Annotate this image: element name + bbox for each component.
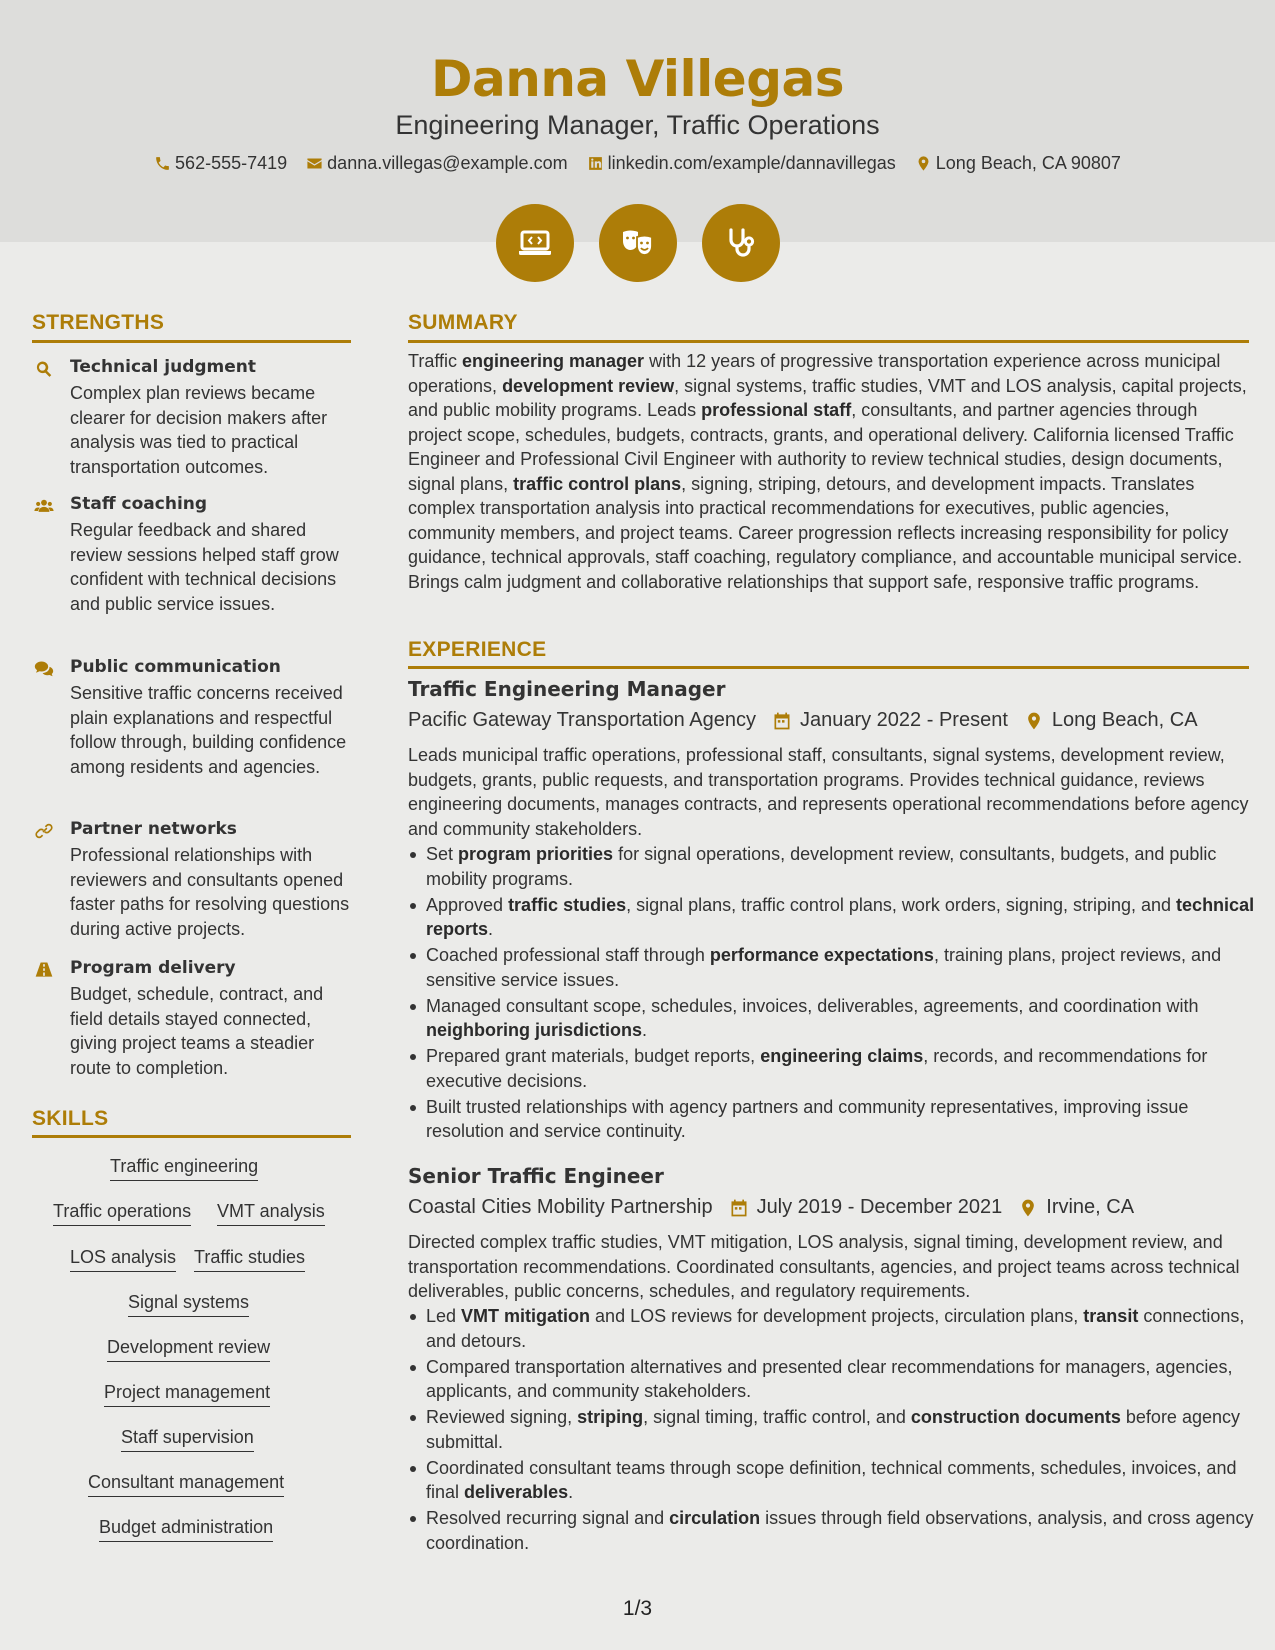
summary-heading: SUMMARY bbox=[408, 311, 518, 334]
hobby-laptop-code bbox=[496, 204, 574, 282]
skill-tag: LOS analysis bbox=[70, 1247, 176, 1272]
job-meta bbox=[408, 1196, 1134, 1219]
contact-linkedin[interactable] bbox=[587, 153, 896, 174]
job-bullets bbox=[426, 1304, 1256, 1557]
bullet-item: Coordinated consultant teams through scope definition, technical comments, schedules, invoices, and final deliverables. bbox=[426, 1456, 1256, 1505]
envelope-icon bbox=[306, 155, 323, 172]
contact-phone-text: 562-555-7419 bbox=[175, 153, 288, 173]
comments-icon bbox=[34, 659, 54, 679]
bullet-item: Coached professional staff through performance expectations, training plans, project reviews, and sensitive service issues. bbox=[426, 943, 1256, 992]
bullet-item: Approved traffic studies, signal plans, traffic control plans, work orders, signing, striping, and technical reports. bbox=[426, 893, 1256, 942]
contact-location-text: Long Beach, CA 90807 bbox=[935, 153, 1121, 173]
contact-email[interactable] bbox=[306, 153, 567, 174]
skill-tag: Signal systems bbox=[128, 1292, 249, 1317]
map-pin-icon bbox=[1024, 711, 1044, 731]
skill-tag: Traffic studies bbox=[194, 1247, 305, 1272]
skill-tag: Budget administration bbox=[99, 1517, 273, 1542]
skill-tag: Development review bbox=[107, 1337, 270, 1362]
summary-text: Traffic engineering manager with 12 years of progressive transportation experience across municipal operations, development review, signal systems, traffic studies, VMT and LOS analysis, capital projects, and public mobility programs. Leads professional staff, consultants, and partner agencies through project scope, schedules, budgets, contracts, grants, and operational delivery. California licensed Traffic Engineer and Professional Civil Engineer with authority to review technical studies, design documents, signal plans, traffic control plans, signing, striping, detours, and development impacts. Translates complex transportation analysis into practical recommendations for executives, public agencies, community members, and project teams. Career progression reflects increasing responsibility for policy guidance, technical approvals, staff coaching, regulatory compliance, and accountable municipal service. Brings calm judgment and collaborative relationships that support safe, responsive traffic programs. bbox=[408, 351, 1247, 592]
strength-desc: Professional relationships with reviewers and consultants opened faster paths for resolving questions during active projects. bbox=[70, 845, 350, 939]
experience-heading: EXPERIENCE bbox=[408, 638, 547, 661]
hobby-stethoscope bbox=[702, 204, 780, 282]
job-bullets bbox=[426, 842, 1256, 1145]
skill-tag: Consultant management bbox=[88, 1472, 284, 1497]
theater-masks-icon bbox=[618, 223, 658, 263]
contact-email-text: danna.villegas@example.com bbox=[327, 153, 568, 173]
strength-title: Technical judgment bbox=[70, 357, 257, 377]
bullet-item: Managed consultant scope, schedules, invoices, deliverables, agreements, and coordination with neighboring jurisdictions. bbox=[426, 994, 1256, 1043]
bullet-item: Built trusted relationships with agency partners and community representatives, improving issue resolution and service continuity. bbox=[426, 1095, 1256, 1144]
users-icon bbox=[34, 496, 54, 516]
strength-title: Partner networks bbox=[70, 819, 237, 839]
job-description: Directed complex traffic studies, VMT mitigation, LOS analysis, signal timing, development review, and transportation recommendations. Coordinated consultants, agencies, and project teams across technical deliverables, public concerns, schedules, and regulatory requirements. bbox=[408, 1232, 1240, 1301]
contact-bar bbox=[0, 153, 1275, 177]
candidate-name: Danna Villegas bbox=[430, 50, 845, 108]
strength-desc: Regular feedback and shared review sessions helped staff grow confident with technical decisions and public service issues. bbox=[70, 520, 339, 614]
strengths-heading: STRENGTHS bbox=[32, 311, 165, 334]
search-icon bbox=[34, 359, 54, 379]
page-number: 1/3 bbox=[622, 1597, 653, 1620]
job-title: Senior Traffic Engineer bbox=[408, 1164, 664, 1188]
skills-rule bbox=[32, 1135, 351, 1138]
phone-icon bbox=[154, 155, 171, 172]
strength-title: Staff coaching bbox=[70, 494, 208, 514]
strength-desc: Sensitive traffic concerns received plain explanations and respectful follow through, building confidence among residents and agencies. bbox=[70, 683, 347, 777]
job-location: Irvine, CA bbox=[1046, 1196, 1135, 1218]
job-company: Coastal Cities Mobility Partnership bbox=[408, 1196, 713, 1218]
strength-desc: Budget, schedule, contract, and field details stayed connected, giving project teams a steadier route to completion. bbox=[70, 984, 324, 1078]
link-icon bbox=[34, 821, 54, 841]
experience-rule bbox=[408, 666, 1249, 669]
job-title: Traffic Engineering Manager bbox=[408, 677, 726, 701]
job-dates: January 2022 - Present bbox=[799, 709, 1008, 731]
skill-tag: Traffic operations bbox=[53, 1201, 191, 1226]
job-description: Leads municipal traffic operations, professional staff, consultants, signal systems, development review, budgets, grants, public requests, and transportation programs. Provides technical guidance, reviews engineering documents, manages contracts, and represents operational recommendations before agency and community stakeholders. bbox=[408, 745, 1249, 839]
laptop-code-icon bbox=[515, 223, 555, 263]
stethoscope-icon bbox=[721, 223, 761, 263]
map-pin-icon bbox=[915, 155, 932, 172]
strengths-rule bbox=[32, 340, 351, 343]
map-pin-icon bbox=[1018, 1198, 1038, 1218]
contact-phone[interactable] bbox=[154, 153, 287, 174]
bullet-item: Set program priorities for signal operations, development review, consultants, budgets, and public mobility programs. bbox=[426, 842, 1256, 891]
linkedin-icon bbox=[587, 155, 604, 172]
skill-tag: VMT analysis bbox=[217, 1201, 325, 1226]
road-icon bbox=[34, 960, 54, 980]
bullet-item: Resolved recurring signal and circulation issues through field observations, analysis, and cross agency coordination. bbox=[426, 1506, 1256, 1555]
job-meta bbox=[408, 709, 1198, 732]
hobby-theater-masks bbox=[599, 204, 677, 282]
skill-tag: Staff supervision bbox=[121, 1427, 254, 1452]
bullet-item: Reviewed signing, striping, signal timing, traffic control, and construction documents before agency submittal. bbox=[426, 1405, 1256, 1454]
contact-linkedin-text: linkedin.com/example/dannavillegas bbox=[607, 153, 896, 173]
contact-location bbox=[915, 153, 1121, 174]
bullet-item: Led VMT mitigation and LOS reviews for development projects, circulation plans, transit connections, and detours. bbox=[426, 1304, 1256, 1353]
strength-title: Public communication bbox=[70, 657, 281, 677]
candidate-headline: Engineering Manager, Traffic Operations bbox=[395, 110, 880, 140]
summary-rule bbox=[408, 340, 1249, 343]
skill-tag: Traffic engineering bbox=[110, 1156, 258, 1181]
bullet-item: Compared transportation alternatives and presented clear recommendations for managers, agencies, applicants, and community stakeholders. bbox=[426, 1355, 1256, 1404]
skills-heading: SKILLS bbox=[32, 1107, 109, 1130]
job-company: Pacific Gateway Transportation Agency bbox=[408, 709, 756, 731]
strength-title: Program delivery bbox=[70, 958, 236, 978]
skill-tag: Project management bbox=[104, 1382, 270, 1407]
bullet-item: Prepared grant materials, budget reports, engineering claims, records, and recommendations for executive decisions. bbox=[426, 1044, 1256, 1093]
job-dates: July 2019 - December 2021 bbox=[756, 1196, 1003, 1218]
job-location: Long Beach, CA bbox=[1051, 709, 1198, 731]
calendar-icon bbox=[772, 711, 792, 731]
strength-desc: Complex plan reviews became clearer for decision makers after analysis was tied to practical transportation outcomes. bbox=[70, 383, 328, 477]
calendar-icon bbox=[729, 1198, 749, 1218]
